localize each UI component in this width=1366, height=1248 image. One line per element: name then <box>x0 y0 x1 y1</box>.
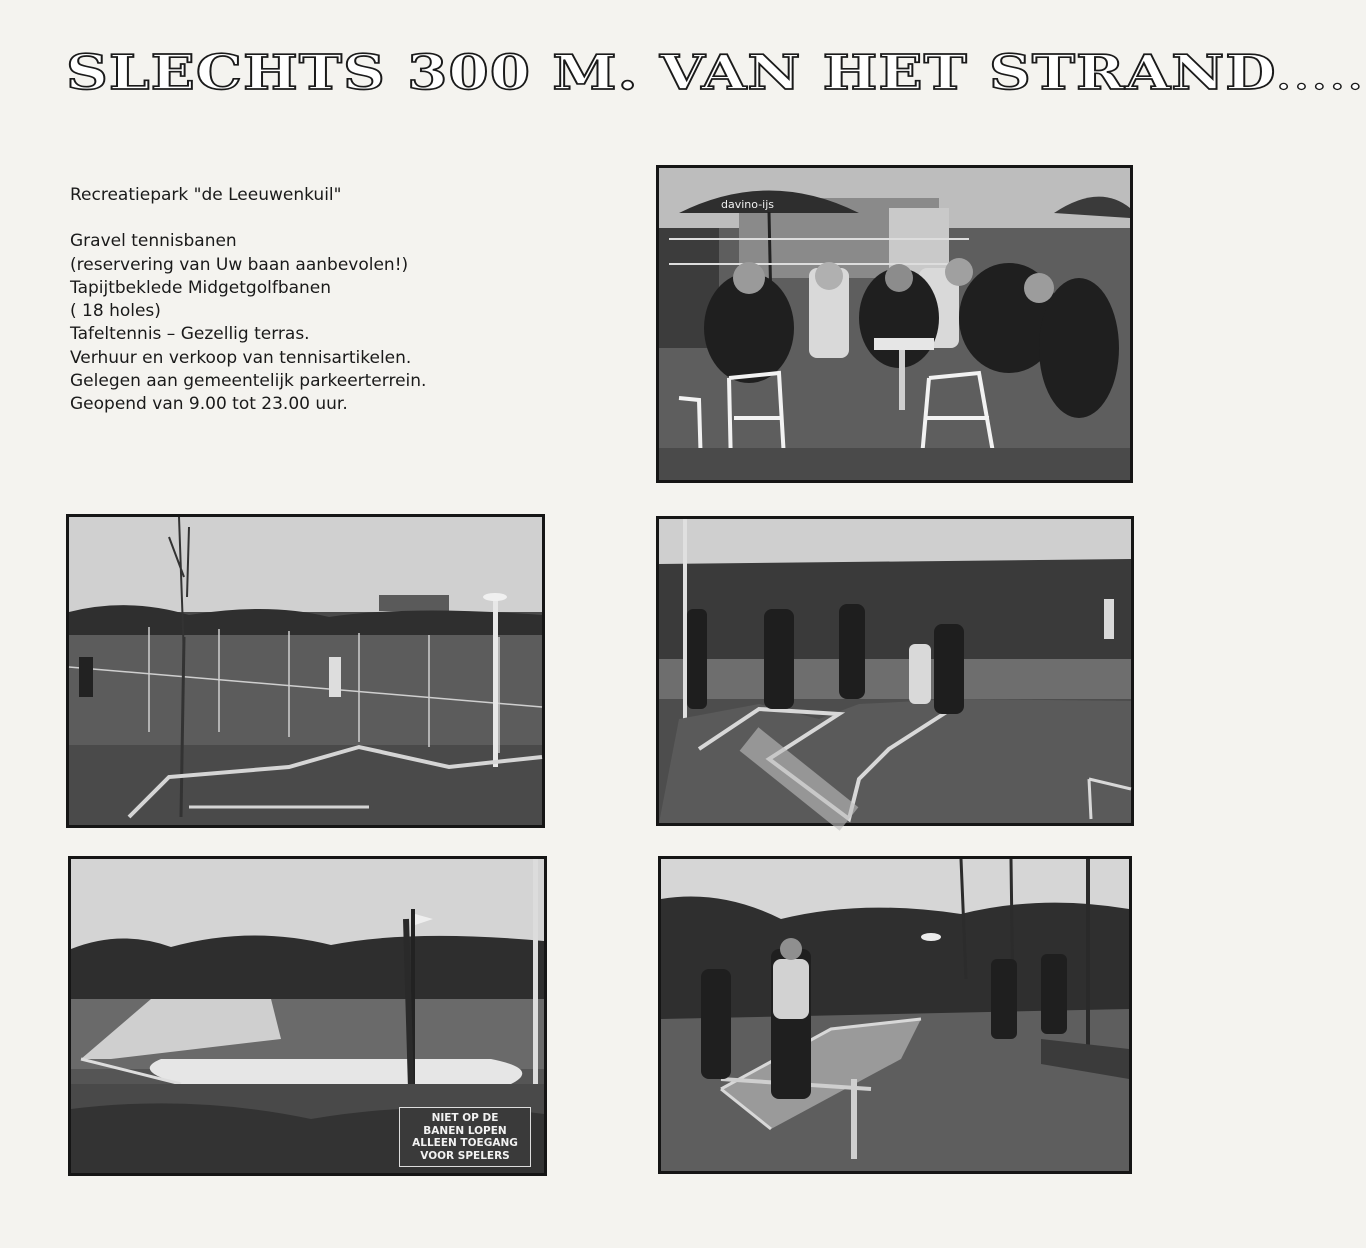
page-headline <box>66 44 1366 101</box>
tennis-courts-photo-image <box>69 517 542 825</box>
info-line-holes: ( 18 holes) <box>70 301 161 322</box>
info-line-rental: Verhuur en verkoop van tennisartikelen. <box>70 347 412 368</box>
midgetgolf-trees-photo-image <box>661 859 1129 1171</box>
info-line-reservation: (reservering van Uw baan aanbevolen!) <box>70 254 409 275</box>
midgetgolf-trees-photo <box>658 856 1132 1174</box>
terrace-photo-image <box>659 168 1130 480</box>
info-line-hours: Geopend van 9.00 tot 23.00 uur. <box>70 394 348 415</box>
info-line-tennis: Gravel tennisbanen <box>70 231 237 252</box>
park-name: Recreatiepark "de Leeuwenkuil" <box>70 185 342 205</box>
park-info-block <box>70 184 570 417</box>
sign-line-4: VOOR SPELERS <box>420 1149 510 1162</box>
headline-text: SLECHTS 300 M. VAN HET STRAND <box>66 44 1277 101</box>
midgetgolf-players-photo-image <box>659 519 1131 823</box>
sign-line-1: NIET OP DE <box>431 1112 499 1124</box>
midgetgolf-players-photo <box>656 516 1134 826</box>
terrace-photo <box>656 165 1133 483</box>
headline-ellipsis: ..... <box>1276 58 1366 98</box>
sign-line-2: BANEN LOPEN <box>423 1124 507 1137</box>
tennis-courts-photo <box>66 514 545 828</box>
sign-line-3: ALLEEN TOEGANG <box>412 1137 518 1149</box>
info-line-location: Gelegen aan gemeentelijk parkeerterrein. <box>70 371 427 392</box>
umbrella-label: davino-ijs <box>721 198 775 211</box>
midgetgolf-course-photo <box>68 856 547 1176</box>
info-line-midgetgolf: Tapijtbeklede Midgetgolfbanen <box>70 277 332 298</box>
info-line-tabletennis: Tafeltennis – Gezellig terras. <box>70 324 310 345</box>
golf-rules-sign <box>399 1107 531 1167</box>
